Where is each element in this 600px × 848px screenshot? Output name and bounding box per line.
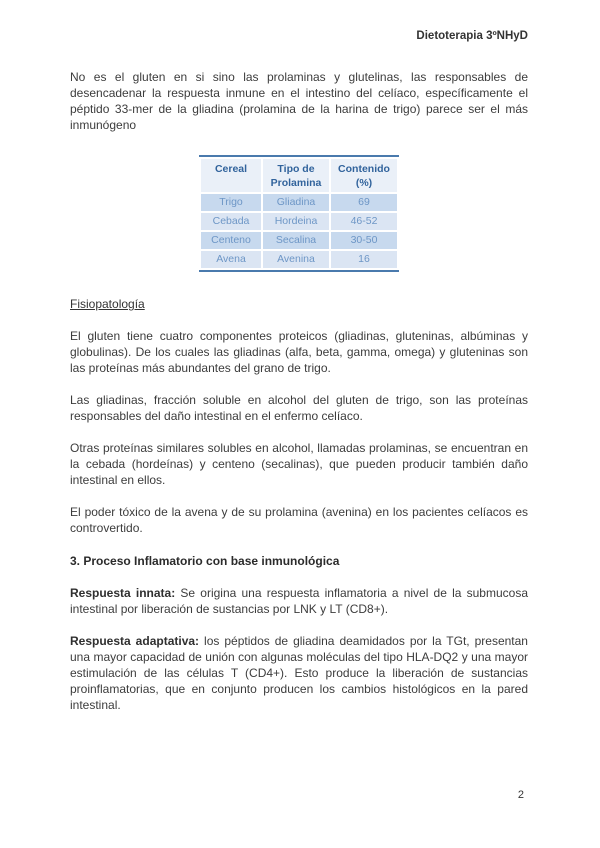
table-cell: 16 (331, 251, 397, 268)
paragraph-intro: No es el gluten en si sino las prolaminas y glutelinas, las responsables de desencadenar la respuesta inmune en el intestino del celíaco, específicamente el péptido 33-mer de la gliadina (prolamina de la harina de trigo) parece ser el más inmunógeno (70, 70, 528, 132)
paragraph-respuesta-innata (70, 585, 528, 617)
respuesta-innata-lead: Respuesta innata: (70, 586, 176, 600)
respuesta-innata-text: Se origina una respuesta inflamatoria a nivel de la submucosa intestinal por liberación de sustancias por LNK y LT (CD8+). (70, 586, 528, 616)
respuesta-adaptativa-text: los péptidos de gliadina deamidados por la TGt, presentan una mayor capacidad de unión con algunas moléculas del tipo HLA-DQ2 y una mayor estimulación de las células T (CD4+). Esto produce la liberación de sustancias proinflamatorias, que en conjunto producen los cambios histológicos en la pared intestinal. (70, 634, 528, 712)
section-heading-fisiopatologia: Fisiopatología (70, 297, 145, 311)
table-cell: Avenina (263, 251, 329, 268)
column-header-tipo-prolamina: Tipo de Prolamina (263, 159, 329, 192)
table-cell: Avena (201, 251, 261, 268)
respuesta-adaptativa-lead: Respuesta adaptativa: (70, 634, 200, 648)
table-row (201, 194, 397, 211)
paragraph-respuesta-adaptativa (70, 633, 528, 713)
prolamin-table-container (199, 155, 399, 272)
paragraph-otras-proteinas: Otras proteínas similares solubles en alcohol, llamadas prolaminas, se encuentran en la cebada (hordeínas) y centeno (secalinas), que pueden producir también daño intestinal en ellos. (70, 441, 528, 487)
table-cell: Centeno (201, 232, 261, 249)
table-cell: Gliadina (263, 194, 329, 211)
page-number: 2 (517, 789, 524, 801)
table-cell: Trigo (201, 194, 261, 211)
column-header-contenido: Contenido (%) (331, 159, 397, 192)
table-cell: Cebada (201, 213, 261, 230)
table-cell: Hordeina (263, 213, 329, 230)
table-row (201, 232, 397, 249)
table-row (201, 213, 397, 230)
table-cell: Secalina (263, 232, 329, 249)
section-heading-proceso-inflamatorio: 3. Proceso Inflamatorio con base inmunológica (70, 554, 340, 568)
page-header (70, 30, 528, 42)
header-title: Dietoterapia 3ºNHyD (416, 30, 528, 42)
table-header-row (201, 159, 397, 192)
paragraph-gliadinas: Las gliadinas, fracción soluble en alcohol del gluten de trigo, son las proteínas responsables del daño intestinal en el enfermo celíaco. (70, 393, 528, 423)
paragraph-avena: El poder tóxico de la avena y de su prolamina (avenina) en los pacientes celíacos es controvertido. (70, 505, 528, 535)
table-cell: 30-50 (331, 232, 397, 249)
column-header-cereal: Cereal (201, 159, 261, 192)
table-row (201, 251, 397, 268)
prolamin-table (199, 155, 399, 272)
table-cell: 46-52 (331, 213, 397, 230)
table-cell: 69 (331, 194, 397, 211)
paragraph-gluten-components: El gluten tiene cuatro componentes proteicos (gliadinas, gluteninas, albúminas y globulinas). De los cuales las gliadinas (alfa, beta, gamma, omega) y gluteninas son las proteínas más abundantes del grano de trigo. (70, 329, 528, 375)
